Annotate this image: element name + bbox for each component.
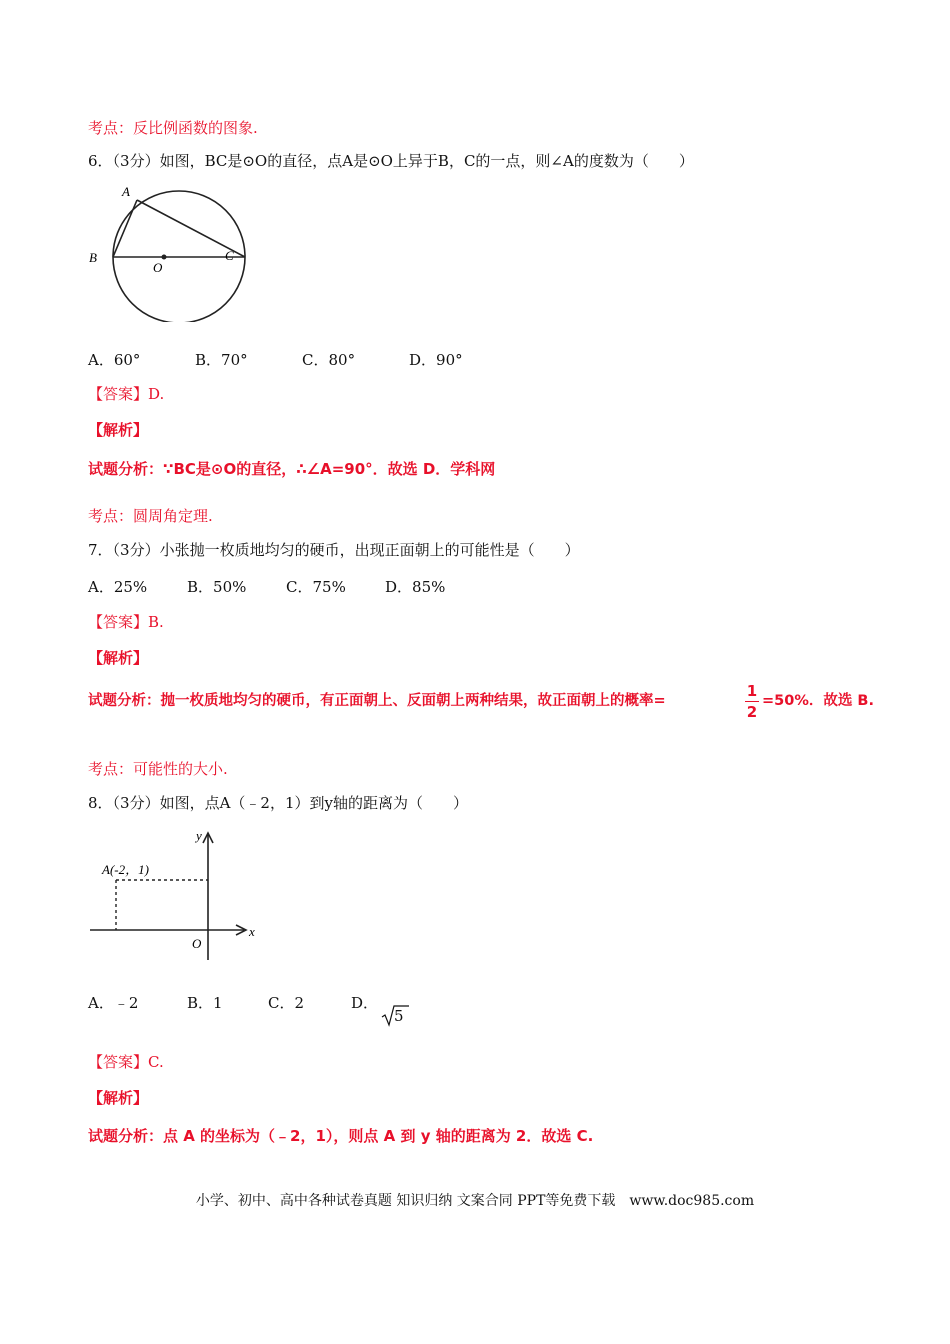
q7-option-c: C．75%: [286, 578, 346, 596]
label-point-a: A(-2，1): [102, 862, 149, 877]
question-8-stem: 8．（3分）如图，点A（﹣2，1）到y轴的距离为（ ）: [88, 794, 468, 812]
label-a: A: [122, 184, 130, 199]
q6-analysis: 试题分析：∵BC是⊙O的直径，∴∠A=90°．故选 D．学科网: [88, 460, 496, 478]
center-dot: [162, 255, 167, 260]
label-x: x: [249, 924, 255, 939]
q7-fraction: [745, 682, 759, 721]
q7-option-a: A．25%: [88, 578, 148, 596]
q8-option-c: C．2: [268, 994, 305, 1012]
q6-kaodian: 考点：圆周角定理.: [88, 507, 213, 525]
q6-option-d: D．90°: [409, 351, 463, 369]
sqrt-radicand: 5: [394, 1007, 404, 1025]
q7-kaodian: 考点：可能性的大小.: [88, 760, 228, 778]
q8-option-a: A．﹣2: [88, 994, 139, 1012]
q7-option-b: B．50%: [187, 578, 247, 596]
q8-analysis: 试题分析：点 A 的坐标为（﹣2，1），则点 A 到 y 轴的距离为 2．故选 C.: [88, 1127, 594, 1145]
label-b: B: [89, 250, 97, 265]
chord-ab: [113, 200, 137, 257]
q7-analysis-post: =50%．故选 B.: [762, 693, 874, 709]
fraction-numerator: 1: [746, 682, 758, 700]
q6-option-a: A．60°: [88, 351, 141, 369]
q6-answer: 【答案】D.: [88, 385, 165, 403]
label-y: y: [196, 828, 202, 843]
fraction-bar: [745, 701, 759, 702]
label-o: O: [153, 260, 163, 275]
q6-option-b: B．70°: [195, 351, 248, 369]
coordinate-figure: [86, 826, 266, 966]
question-6-stem: 6．（3分）如图，BC是⊙O的直径，点A是⊙O上异于B，C的一点，则∠A的度数为（ ）: [88, 152, 694, 170]
q7-answer: 【答案】B.: [88, 613, 164, 631]
q7-analysis-label: 【解析】: [88, 649, 149, 667]
q6-option-c: C．80°: [302, 351, 356, 369]
label-c: C: [225, 248, 234, 263]
page-footer: 小学、初中、高中各种试卷真题 知识归纳 文案合同 PPT等免费下载 www.doc985.com: [195, 1193, 755, 1209]
question-7-stem: 7．（3分）小张抛一枚质地均匀的硬币，出现正面朝上的可能性是（ ）: [88, 541, 580, 559]
kaodian-inverse-proportion: 考点：反比例函数的图象.: [88, 119, 258, 137]
q8-option-d: D．: [351, 994, 379, 1012]
circle-figure: [86, 182, 266, 322]
q7-option-d: D．85%: [385, 578, 446, 596]
label-origin: O: [192, 936, 202, 951]
q8-answer: 【答案】C.: [88, 1053, 164, 1071]
q7-analysis-pre: 试题分析：抛一枚质地均匀的硬币，有正面朝上、反面朝上两种结果，故正面朝上的概率=: [88, 693, 666, 709]
fraction-denominator: 2: [746, 703, 758, 721]
q8-analysis-label: 【解析】: [88, 1089, 149, 1107]
q6-analysis-label: 【解析】: [88, 421, 149, 439]
q8-option-b: B．1: [187, 994, 223, 1012]
